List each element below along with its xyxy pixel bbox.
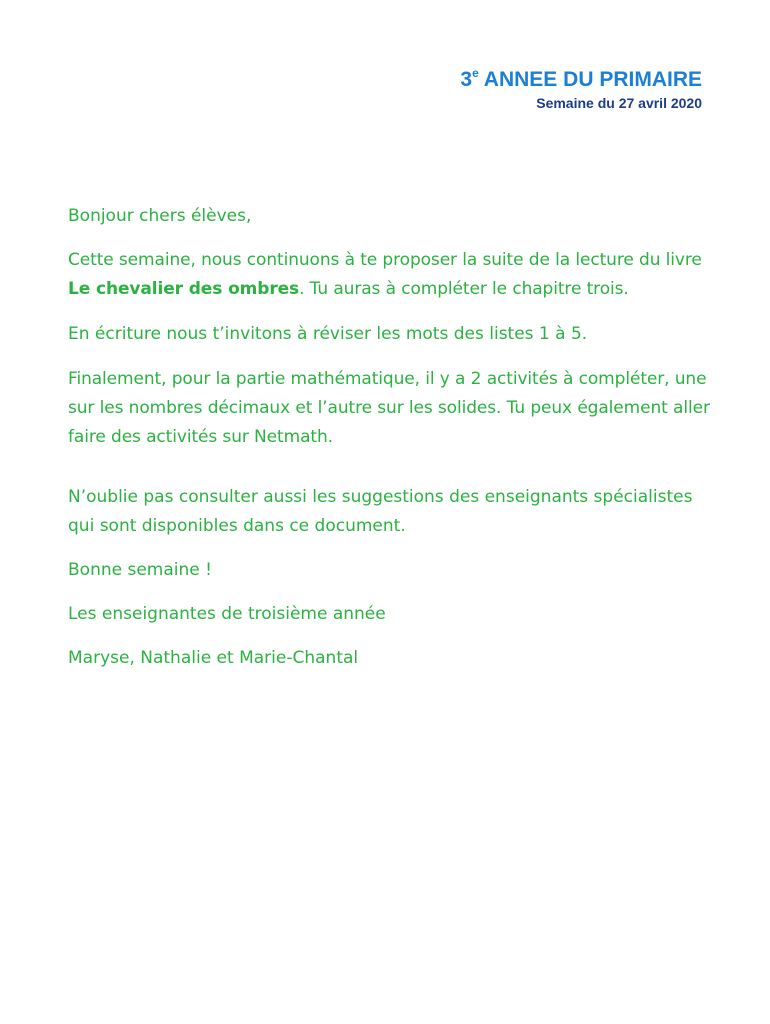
- lecture-text-before: Cette semaine, nous continuons à te proposer la suite de la lecture du livre: [68, 250, 702, 270]
- lecture-paragraph: [68, 246, 718, 304]
- signature-title: Les enseignantes de troisième année: [68, 604, 386, 624]
- math-paragraph: Finalement, pour la partie mathématique, il y a 2 activités à compléter, une sur les nombres décimaux et l’autre sur les solides. Tu peux également aller faire des activités sur Netmath.: [68, 369, 710, 447]
- ecriture-paragraph: En écriture nous t’invitons à réviser les mots des listes 1 à 5.: [68, 324, 588, 344]
- grade-title-rest: ANNEE DU PRIMAIRE: [478, 68, 702, 91]
- book-title: Le chevalier des ombres: [68, 279, 300, 299]
- greeting-paragraph: Bonjour chers élèves,: [68, 206, 252, 226]
- letter-body: [68, 202, 718, 673]
- lecture-text-after: . Tu auras à compléter le chapitre trois.: [299, 279, 629, 299]
- grade-number: 3: [460, 68, 473, 91]
- suggestions-paragraph: N’oublie pas consulter aussi les suggestions des enseignants spécialistes qui sont disponibles dans ce document.: [68, 487, 693, 536]
- grade-title: [460, 66, 702, 94]
- week-subtitle: Semaine du 27 avril 2020: [536, 95, 702, 111]
- signature-names: Maryse, Nathalie et Marie-Chantal: [68, 648, 359, 668]
- grade-superscript: e: [472, 66, 479, 80]
- document-header: [460, 66, 702, 112]
- closing-line: Bonne semaine !: [68, 560, 212, 580]
